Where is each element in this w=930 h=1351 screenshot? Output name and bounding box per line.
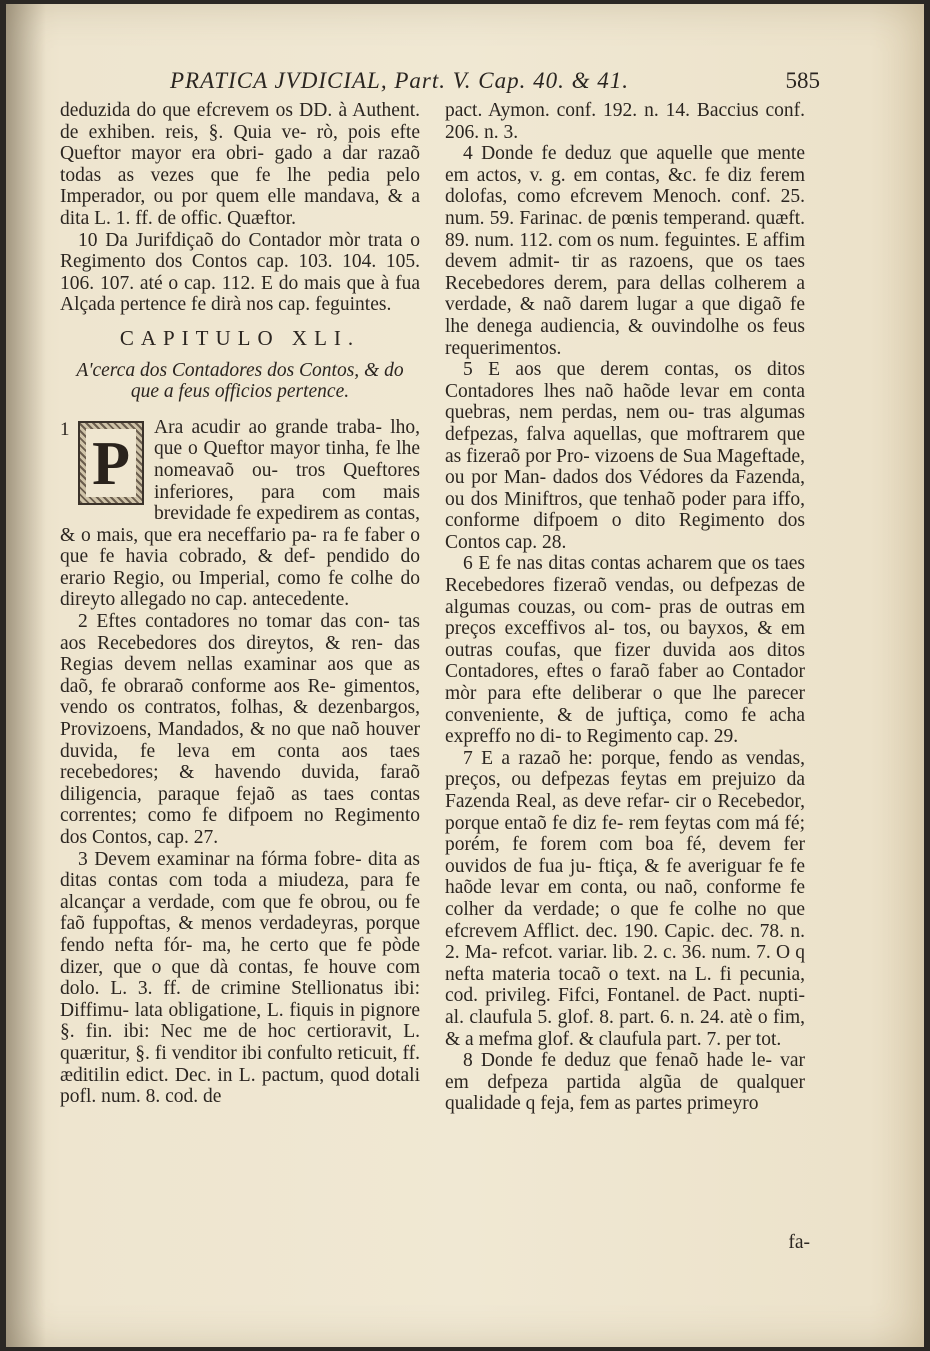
paragraph-3: 3 Devem examinar na fórma fobre- dita as ditas contas com toda a miudeza, para fe alcançar a verdade, com que fe obrou, ou fe faõ fuppoftas, & menos verdadeyras, porque fendo nefta fór- ma, he certo que fe pòde dizer, que o que dà contas, fe houve com dolo. L. 3. ff. de crimine Stellionatus ibi: Diffimu- lata obligatione, L. fiquis in pignore §. fin. ibi: Nec me de hoc certioravit, L. quæritur, §. fi venditor ibi confulto reticuit, ff. æditilin edict. Dec. in L. pactum, quod dotali pofl. num. 8. cod. de: [60, 848, 420, 1108]
paragraph-continuation-right: pact. Aymon. conf. 192. n. 14. Baccius conf. 206. n. 3.: [445, 100, 805, 143]
page-gutter-shadow: [6, 4, 46, 1347]
left-column: [60, 100, 420, 1108]
paragraph-7: 7 E a razaõ he: porque, fendo as vendas, preços, ou defpezas feytas em prejuizo da Fazenda Real, as deve refar- cir o Recebedor, porque entaõ fe diz fe- rem feytas com má fé; porém, fe forem com boa fé, devem fer ouvidos de fua ju- ftiça, & fe averiguar fe fe haõde levar em conta, ou naõ, conforme fe colher da verdade; o que fe colhe no que efcrevem Afflict. dec. 190. Capic. dec. 78. n. 2. Ma- refcot. variar. lib. 2. c. 36. num. 7. O q nefta materia tocaõ o text. na L. fi pecunia, cod. privileg. Fifci, Fontanel. de Pact. nupti- al. claufula 5. glof. 8. part. 6. n. 24. atè o fim, & a mefma glof. & claufula part. 7. per tot.: [445, 747, 805, 1050]
paragraph-1-number: 1: [60, 418, 70, 440]
paragraph-1: Ara acudir ao grande traba- lho, que o Queftor mayor tinha, fe lhe nomeavaõ ou- tros Queftores inferiores, para com mais brevidade fe expedirem as contas, & o mais, que era neceffario pa- ra fe faber o que fe havia cobrado, & def- pendido do erario Regio, ou Imperial, como fe colhe do direyto allegado no cap. antecedente.: [60, 416, 420, 611]
catchword: fa-: [788, 1232, 810, 1253]
running-header: [170, 68, 820, 98]
right-column: [445, 100, 805, 1115]
paragraph-2: 2 Eftes contadores no tomar das con- tas aos Recebedores dos direytos, & ren- das Regias devem nellas examinar aos que as daõ, fe obraraõ conforme aos Re- gimentos, vendo os contratos, folhas, & dezenbargos, Provizoens, Mandados, & no que naõ houver duvida, fe leva em conta aos taes recebedores; & havendo duvida, faraõ diligencia, paraque fejaõ as taes contas correntes; como fe difpoem no Regimento dos Contos, cap. 27.: [60, 611, 420, 848]
paragraph-4: 4 Donde fe deduz que aquelle que mente em actos, v. g. em contas, &c. fe diz ferem dolofas, como efcrevem Menoch. conf. 25. num. 59. Farinac. de pœnis temperand. quæft. 89. num. 112. com os num. feguintes. E affim devem admit- tir as razoens, que os taes Recebedores derem, para dellas colherem a verdade, & naõ darem lugar a que digaõ fe lhe denega audiencia, & ouvindolhe os feus requerimentos.: [445, 143, 805, 359]
chapter-heading: CAPITULO XLI.: [119, 325, 361, 350]
paragraph-8: 8 Donde fe deduz que fenaõ hade le- var em defpeza partida algũa de qualquer qualidade q feja, fem as partes primeyro: [445, 1050, 805, 1115]
paragraph-1-block: [60, 417, 420, 611]
paragraph-continuation: deduzida do que efcrevem os DD. à Authent. de exhiben. reis, §. Quia ve- rò, pois efte Queftor mayor era obri- gado a dar razaõ todas as vezes que fe lhe pedia pelo Imperador, ou por quem elle mandava, & a dita L. 1. ff. de offic. Quæftor.: [60, 100, 420, 229]
paragraph-5: 5 E aos que derem contas, os ditos Contadores lhes naõ haõde levar em conta quebras, nem perdas, nem ou- tras algumas defpezas, falva aquellas, que moftrarem que as fizeraõ por Pro- vizoens de Sua Mageftade, ou por Man- dados dos Védores da Fazenda, ou dos Miniftros, que tenhaõ poder para iffo, conforme difpoem o dito Regimento dos Contos cap. 28.: [445, 359, 805, 553]
running-title: PRATICA JVDICIAL, Part. V. Cap. 40. & 41.: [170, 68, 630, 93]
ornamental-dropcap-icon: [78, 421, 144, 505]
page-number: 585: [785, 68, 820, 93]
dropcap-letter: P: [86, 429, 136, 497]
paragraph-10: 10 Da Jurifdiçaõ do Contador mòr trata o Regimento dos Contos cap. 103. 104. 105. 106. 107. até o cap. 112. E do mais que à fua Alçada pertence fe dirà nos cap. feguintes.: [60, 229, 420, 316]
paragraph-6: 6 E fe nas ditas contas acharem que os taes Recebedores fizeraõ vendas, ou defpezas de algumas couzas, ou com- pras de outras em preços exceffivos al- tos, ou bayxos, & em outras coufas, que fizer duvida aos ditos Contadores, eftes o faraõ faber ao Contador mòr para efte deliberar o que lhe parecer conveniente, & de juftiça, como fe acha expreffo no di- to Regimento cap. 29.: [445, 553, 805, 748]
chapter-subtitle: A'cerca dos Contadores dos Contos, & do que a feus officios pertence.: [76, 359, 404, 403]
